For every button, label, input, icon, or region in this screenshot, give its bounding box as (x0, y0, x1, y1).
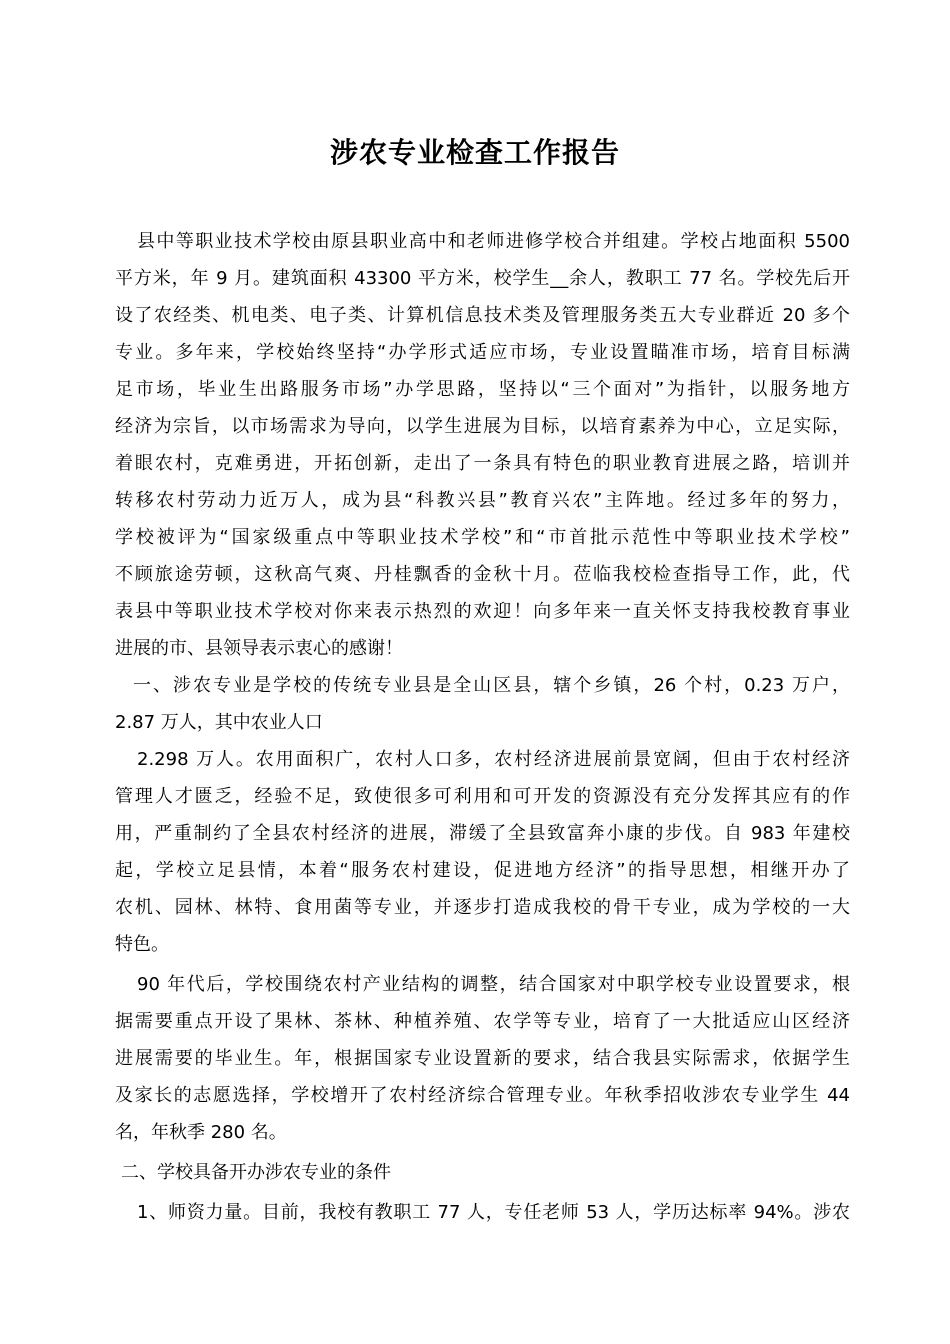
text-line: 专业。多年来，学校始终坚持“办学形式适应市场，专业设置瞄准市场，培育目标满 (115, 342, 850, 363)
text-line: 1、师资力量。目前，我校有教职工 77 人，专任老师 53 人，学历达标率 94%。涉农 (137, 1202, 850, 1223)
text-line: 转移农村劳动力近万人，成为县“科教兴县”教育兴农”主阵地。经过多年的努力， (115, 490, 850, 511)
text-line: 进展需要的毕业生。年，根据国家专业设置新的要求，结合我县实际需求，依据学生 (115, 1048, 850, 1069)
text-line: 据需要重点开设了果林、茶林、种植养殖、农学等专业，培育了一大批适应山区经济 (115, 1011, 850, 1032)
section-heading: 二、学校具备开办涉农专业的条件 (121, 1162, 391, 1183)
text-line: 着眼农村，克难勇进，开拓创新，走出了一条具有特色的职业教育进展之路，培训并 (115, 453, 850, 474)
text-line: 学校被评为“国家级重点中等职业技术学校”和“市首批示范性中等职业技术学校” (115, 527, 850, 548)
text-line: 及家长的志愿选择，学校增开了农村经济综合管理专业。年秋季招收涉农专业学生 44 (115, 1085, 850, 1106)
text-line: 2.298 万人。农用面积广，农村人口多，农村经济进展前景宽阔，但由于农村经济 (137, 749, 850, 770)
text-line: 用，严重制约了全县农村经济的进展，滞缓了全县致富奔小康的步伐。自 983 年建校 (115, 823, 850, 844)
text-line: 进展的市、县领导表示衷心的感谢！ (115, 638, 403, 659)
text-line: 名，年秋季 280 名。 (115, 1122, 287, 1143)
document-title: 涉农专业检查工作报告 (329, 136, 620, 169)
document-body (115, 223, 850, 1231)
text-line: 设了农经类、机电类、电子类、计算机信息技术类及管理服务类五大专业群近 20 多个 (115, 305, 851, 326)
text-line: 平方米，年 9 月。建筑面积 43300 平方米，校学生__余人，教职工 77 名。学校先后开 (115, 268, 850, 289)
text-line: 不顾旅途劳顿，这秋高气爽、丹桂飘香的金秋十月。莅临我校检查指导工作，此，代 (115, 564, 850, 585)
text-line: 管理人才匮乏，经验不足，致使很多可利用和可开发的资源没有充分发挥其应有的作 (115, 786, 850, 807)
section-heading: 一、涉农专业是学校的传统专业县是全山区县，辖个乡镇，26 个村，0.23 万户， (133, 675, 850, 696)
text-line: 90 年代后，学校围绕农村产业结构的调整，结合国家对中职学校专业设置要求，根 (137, 974, 850, 995)
text-line: 经济为宗旨，以市场需求为导向，以学生进展为目标，以培育素养为中心，立足实际， (115, 416, 850, 437)
text-line: 特色。 (115, 934, 169, 955)
text-line: 县中等职业技术学校由原县职业高中和老师进修学校合并组建。学校占地面积 5500 (137, 231, 850, 252)
text-line: 表县中等职业技术学校对你来表示热烈的欢迎！向多年来一直关怀支持我校教育事业 (115, 601, 850, 622)
text-line: 足市场，毕业生出路服务市场”办学思路，坚持以“三个面对”为指针，以服务地方 (115, 379, 850, 400)
text-line: 起，学校立足县情，本着“服务农村建设，促进地方经济”的指导思想，相继开办了 (115, 860, 850, 881)
text-line: 2.87 万人，其中农业人口 (115, 712, 323, 733)
text-line: 农机、园林、林特、食用菌等专业，并逐步打造成我校的骨干专业，成为学校的一大 (115, 897, 850, 918)
